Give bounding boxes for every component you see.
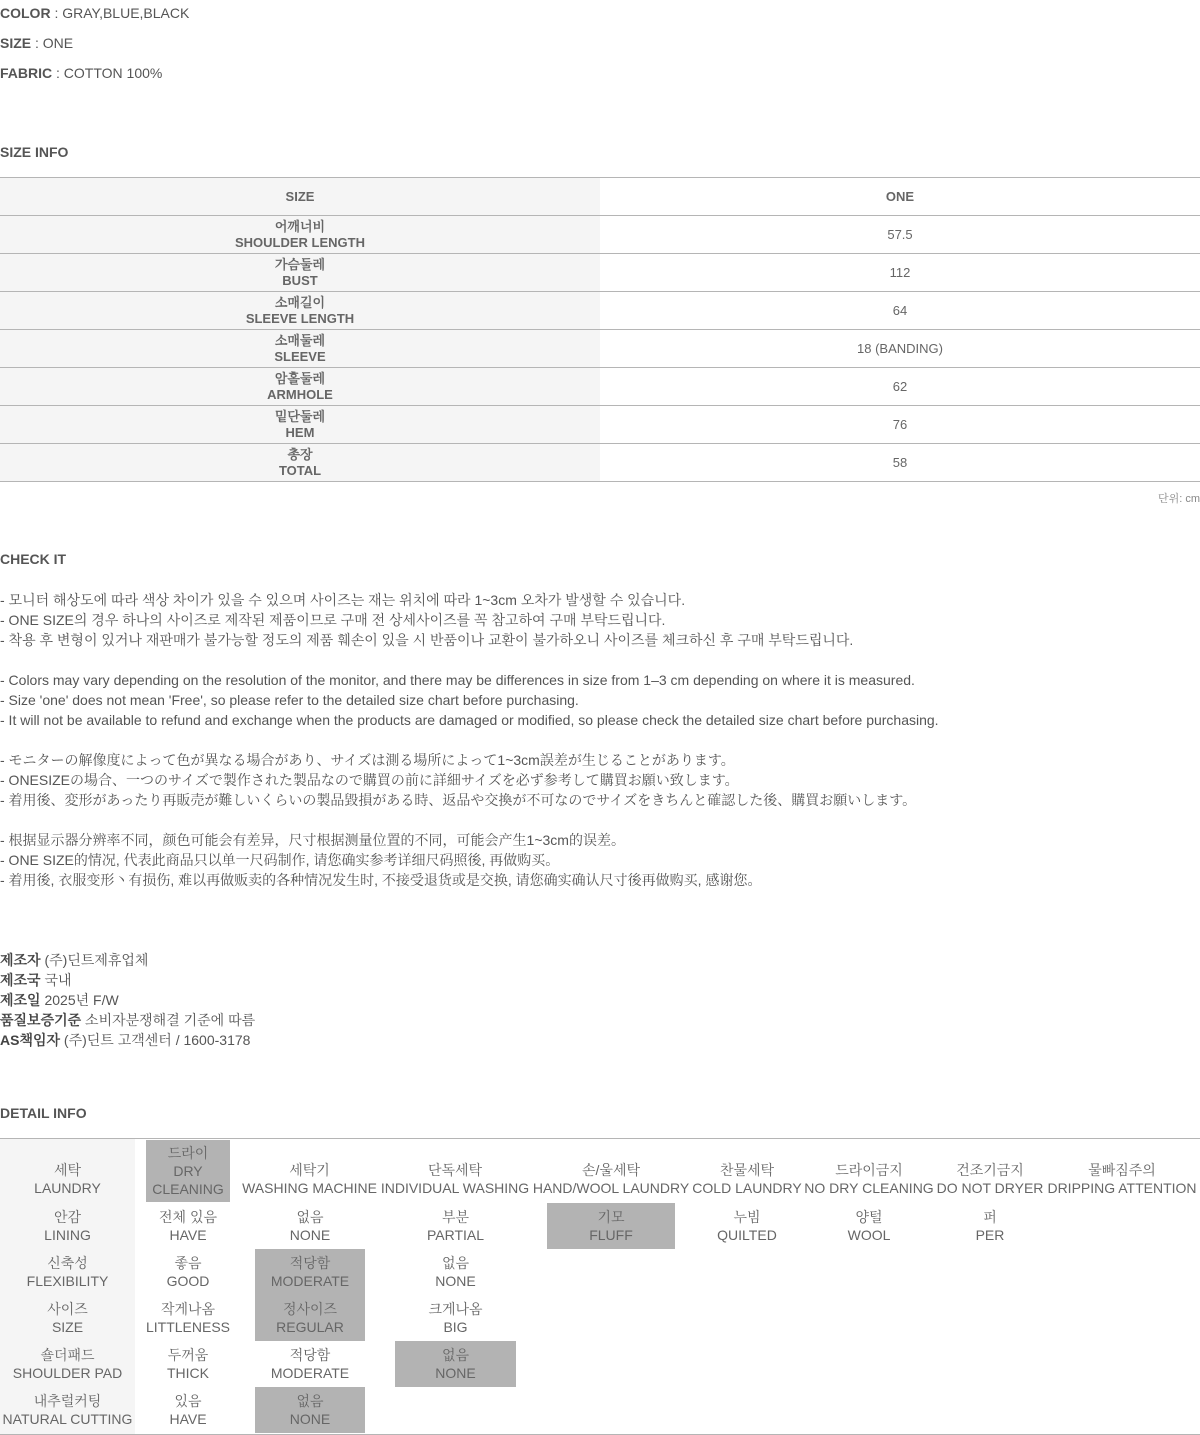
fabric-line xyxy=(0,65,162,81)
mfr-line xyxy=(0,950,255,970)
size-table xyxy=(0,177,1200,482)
row-label xyxy=(0,216,600,253)
table-row xyxy=(0,444,1200,482)
row-label-en: SLEEVE xyxy=(274,348,326,364)
row-label xyxy=(0,406,600,443)
lining-option-quilted: 누빔 QUILTED xyxy=(717,1209,777,1243)
row-label-en: HEM xyxy=(285,424,315,440)
laundry-option-no-dryer: 건조기금지 DO NOT DRYER xyxy=(936,1162,1044,1196)
table-row xyxy=(0,368,1200,406)
row-head-natural-cutting: 내추럴커팅 NATURAL CUTTING xyxy=(2,1393,133,1427)
table-row xyxy=(0,254,1200,292)
note-line: - It will not be available to refund and exchange when the products are damaged or modified, so please check the detailed size chart before purchasing. xyxy=(0,712,939,728)
notes-group-en xyxy=(0,670,1200,730)
table-row xyxy=(0,330,1200,368)
row-value: 112 xyxy=(889,265,911,280)
row-label-en: TOTAL xyxy=(278,462,322,478)
laundry-option-hand-wool: 손/울세탁 HAND/WOOL LAUNDRY xyxy=(532,1162,690,1196)
row-value: 64 xyxy=(892,303,908,318)
note-line: - 착용 후 변형이 있거나 재판매가 불가능할 정도의 제품 훼손이 있을 시 반품이나 교환이 불가하오니 사이즈를 체크하신 후 구매 부탁드립니다. xyxy=(0,632,854,648)
row-label-en: BUST xyxy=(282,272,318,288)
row-label-ko: 어깨너비 xyxy=(274,218,326,234)
note-line: - 모니터 해상도에 따라 색상 차이가 있을 수 있으며 사이즈는 재는 위치에 따라 1~3cm 오차가 발생할 수 있습니다. xyxy=(0,592,686,608)
color-line xyxy=(0,5,189,21)
note-line: - Colors may vary depending on the resolution of the monitor, and there may be differences in size from 1–3 cm depending on where it is measured. xyxy=(0,672,915,688)
row-label-ko: 가슴둘레 xyxy=(274,256,326,272)
lining-option-fluff: 기모 FLUFF xyxy=(547,1203,675,1249)
laundry-option-dripping: 물빠짐주의 DRIPPING ATTENTION xyxy=(1047,1162,1197,1196)
shoulder-pad-option-thick: 두꺼움 THICK xyxy=(167,1347,209,1381)
detail-info-title: DETAIL INFO xyxy=(0,1105,87,1121)
manufacturer-info xyxy=(0,950,255,1050)
row-value: 76 xyxy=(892,417,908,432)
natural-cutting-option-have: 있음 HAVE xyxy=(169,1393,207,1427)
row-label-en: SHOULDER LENGTH xyxy=(235,234,365,250)
row-label xyxy=(0,444,600,481)
note-line: - 根据显示器分辨率不同，颜色可能会有差异，尺寸根据测量位置的不同，可能会产生1~3cm的误差。 xyxy=(0,832,625,848)
mfr-label: 제조자 xyxy=(0,952,41,968)
mfr-line xyxy=(0,970,255,990)
fabric-label: FABRIC xyxy=(0,65,53,81)
laundry-option-no-dry: 드라이금지 NO DRY CLEANING xyxy=(804,1162,934,1196)
mfr-value: 2025년 F/W xyxy=(40,992,119,1008)
note-line: - ONE SIZE的情况, 代表此商品只以单一尺码制作, 请您确实参考详细尺码照後, 再做购买。 xyxy=(0,852,560,868)
note-line: - ONESIZEの場合、一つのサイズで製作された製品なので購買の前に詳細サイズを必ず参考して購買お願い致します。 xyxy=(0,772,739,788)
laundry-option-dry: 드라이 DRY CLEANING xyxy=(146,1140,230,1202)
row-label-ko: 총장 xyxy=(287,446,313,462)
row-label-en: ARMHOLE xyxy=(267,386,333,402)
lining-option-none: 없음 NONE xyxy=(289,1209,331,1243)
row-value: 57.5 xyxy=(887,227,913,242)
size-option-regular: 정사이즈 REGULAR xyxy=(255,1295,365,1341)
notes-group-ko xyxy=(0,590,1200,650)
unit-note: 단위: cm xyxy=(1157,493,1200,505)
row-head-flexibility: 신축성 FLEXIBILITY xyxy=(26,1255,109,1289)
row-label xyxy=(0,292,600,329)
color-label: COLOR xyxy=(0,5,51,21)
laundry-option-washing-machine: 세탁기 WASHING MACHINE xyxy=(242,1162,377,1196)
mfr-value: (주)딘트제휴업체 xyxy=(40,952,149,968)
size-label: SIZE xyxy=(0,35,32,51)
mfr-label: 제조국 xyxy=(0,972,41,988)
laundry-option-individual: 단독세탁 INDIVIDUAL WASHING xyxy=(380,1162,530,1196)
row-label-ko: 암홀둘레 xyxy=(274,370,326,386)
check-it-title: CHECK IT xyxy=(0,551,67,567)
flexibility-option-moderate: 적당함 MODERATE xyxy=(255,1249,365,1295)
mfr-line xyxy=(0,1030,255,1050)
lining-option-have: 전체 있음 HAVE xyxy=(159,1209,217,1243)
notes-group-ja xyxy=(0,750,1200,810)
row-label-en: SLEEVE LENGTH xyxy=(245,310,355,326)
size-option-big: 크게나옴 BIG xyxy=(428,1301,483,1335)
size-option-littleness: 작게나옴 LITTLENESS xyxy=(145,1301,231,1335)
row-label-ko: 소매길이 xyxy=(274,294,326,310)
row-head-laundry: 세탁 LAUNDRY xyxy=(34,1162,101,1196)
row-value: 18 (BANDING) xyxy=(857,341,943,356)
mfr-value: (주)딘트 고객센터 / 1600-3178 xyxy=(60,1032,251,1048)
row-head-shoulder-pad: 숄더패드 SHOULDER PAD xyxy=(12,1347,123,1381)
mfr-value: 소비자분쟁해결 기준에 따름 xyxy=(81,1012,256,1028)
table-row xyxy=(0,216,1200,254)
note-line: - 着用後, 衣服变形丶有损伤, 难以再做贩卖的各种情况发生时, 不接受退货或是交换, 请您确实确认尺寸後再做购买, 感谢您。 xyxy=(0,872,762,888)
row-label xyxy=(0,254,600,291)
row-head-size: 사이즈 SIZE xyxy=(47,1301,88,1335)
natural-cutting-option-none: 없음 NONE xyxy=(255,1387,365,1433)
check-it-notes xyxy=(0,590,1200,910)
row-head-lining: 안감 LINING xyxy=(44,1209,91,1243)
row-label-ko: 소매둘레 xyxy=(274,332,326,348)
size-header-label: SIZE xyxy=(0,178,600,215)
mfr-value: 국내 xyxy=(40,972,72,988)
mfr-label: 제조일 xyxy=(0,992,41,1008)
flexibility-option-good: 좋음 GOOD xyxy=(166,1255,210,1289)
row-label-ko: 밑단둘레 xyxy=(274,408,326,424)
fabric-value: : COTTON 100% xyxy=(52,65,163,81)
lining-option-wool: 양털 WOOL xyxy=(847,1209,891,1243)
row-value: 58 xyxy=(892,455,908,470)
table-row xyxy=(0,406,1200,444)
note-line: - モニターの解像度によって色が異なる場合があり、サイズは測る場所によって1~3cm誤差が生じることがあります。 xyxy=(0,752,735,768)
mfr-label: 품질보증기준 xyxy=(0,1012,82,1028)
note-line: - ONE SIZE의 경우 하나의 사이즈로 제작된 제품이므로 구매 전 상세사이즈를 꼭 참고하여 구매 부탁드립니다. xyxy=(0,612,666,628)
table-row xyxy=(0,292,1200,330)
flexibility-option-none: 없음 NONE xyxy=(435,1255,476,1289)
color-value: : GRAY,BLUE,BLACK xyxy=(50,5,190,21)
lining-option-per: 퍼 PER xyxy=(975,1209,1005,1243)
note-line: - Size 'one' does not mean 'Free', so please refer to the detailed size chart before purchasing. xyxy=(0,692,579,708)
note-line: - 着用後、変形があったり再販売が難しいくらいの製品毀損がある時、返品や交換が不可なのでサイズをきちんと確認した後、購買お願いします。 xyxy=(0,792,917,808)
detail-table xyxy=(0,1138,1200,1435)
notes-group-zh xyxy=(0,830,1200,890)
row-label xyxy=(0,368,600,405)
lining-option-partial: 부분 PARTIAL xyxy=(426,1209,485,1243)
size-info-title: SIZE INFO xyxy=(0,144,69,160)
size-header-value: ONE xyxy=(885,189,915,204)
size-table-header xyxy=(0,178,1200,216)
mfr-line xyxy=(0,1010,255,1030)
laundry-option-cold: 찬물세탁 COLD LAUNDRY xyxy=(692,1162,802,1196)
mfr-line xyxy=(0,990,255,1010)
row-value: 62 xyxy=(892,379,908,394)
size-line xyxy=(0,35,73,51)
shoulder-pad-option-moderate: 적당함 MODERATE xyxy=(270,1347,350,1381)
mfr-label: AS책임자 xyxy=(0,1032,61,1048)
size-value: : ONE xyxy=(31,35,74,51)
shoulder-pad-option-none: 없음 NONE xyxy=(395,1341,516,1387)
row-label xyxy=(0,330,600,367)
